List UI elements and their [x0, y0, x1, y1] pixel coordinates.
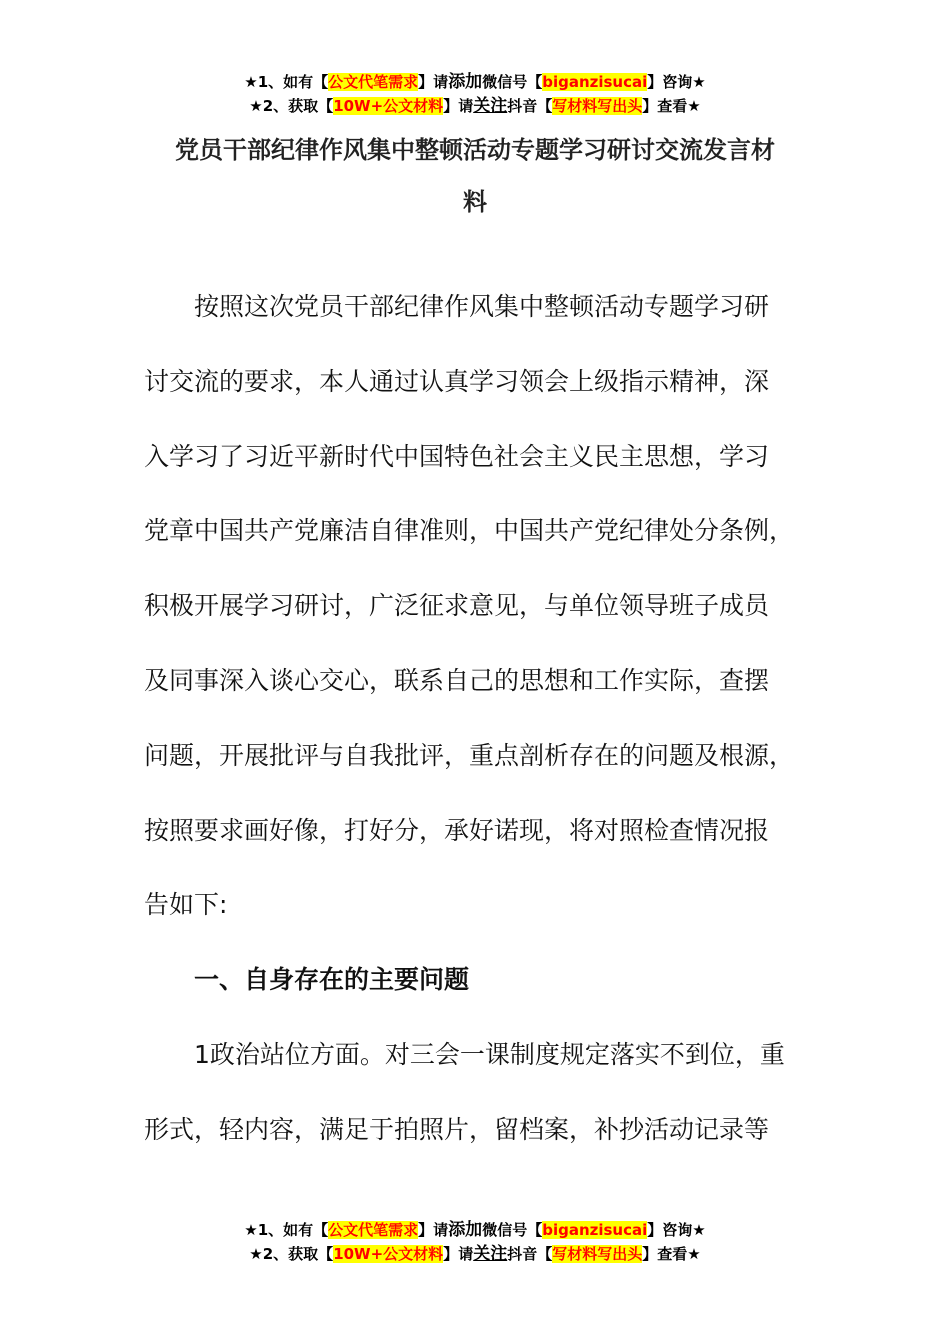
- highlight-materials: 10W+公文材料: [333, 1245, 444, 1263]
- paragraph-line: 形式，轻内容，满足于拍照片，留档案，补抄活动记录等: [144, 1114, 770, 1144]
- banner-text: 】查看★: [642, 1245, 701, 1263]
- section-heading: 一、自身存在的主要问题: [194, 965, 470, 995]
- paragraph-line: 按照这次党员干部纪律作风集中整顿活动专题学习研: [194, 292, 770, 321]
- banner-text: 】查看★: [642, 97, 701, 115]
- document-body: [144, 270, 814, 1168]
- highlight-wechat-id: biganzisucai: [542, 73, 648, 91]
- paragraph-line: 入学习了习近平新时代中国特色社会主义民主思想，学习: [144, 441, 770, 471]
- banner-emphasis: 添加: [448, 72, 483, 92]
- highlight-service: 公文代笔需求: [328, 1221, 419, 1239]
- title-line-2: 料: [463, 188, 487, 216]
- paragraph-line: 告如下:: [144, 890, 228, 920]
- highlight-wechat-id: biganzisucai: [542, 1221, 648, 1239]
- banner-text: 】请: [418, 1221, 449, 1239]
- highlight-douyin-account: 写材料写出头: [552, 1245, 643, 1263]
- banner-text: 】请: [443, 97, 474, 115]
- document-title: [140, 124, 810, 228]
- banner-text: 】请: [443, 1245, 474, 1263]
- banner-emphasis: 关注: [473, 1244, 508, 1264]
- bottom-banner: [0, 1218, 950, 1266]
- top-banner: [0, 70, 950, 118]
- paragraph-line: 党章中国共产党廉洁自律准则，中国共产党纪律处分条例，: [144, 516, 795, 546]
- banner-text: 】咨询★: [647, 73, 706, 91]
- paragraph-line: 按照要求画好像，打好分，承好诺现，将对照检查情况报: [144, 815, 770, 845]
- banner-text: 微信号【: [482, 73, 543, 91]
- banner-text: 微信号【: [482, 1221, 543, 1239]
- banner-text: ★1、如有【: [244, 73, 329, 91]
- paragraph-line: 讨交流的要求，本人通过认真学习领会上级指示精神，深: [144, 366, 770, 396]
- banner-text: ★1、如有【: [244, 1221, 329, 1239]
- paragraph-line: 积极开展学习研讨，广泛征求意见，与单位领导班子成员: [144, 591, 770, 621]
- banner-line-2: [0, 94, 950, 118]
- banner-text: 抖音【: [507, 1245, 553, 1263]
- paragraph-line: 问题，开展批评与自我批评，重点剖析存在的问题及根源，: [144, 740, 795, 770]
- highlight-materials: 10W+公文材料: [333, 97, 444, 115]
- banner-emphasis: 添加: [448, 1220, 483, 1240]
- banner-text: 】咨询★: [647, 1221, 706, 1239]
- banner-line-2: [0, 1242, 950, 1266]
- banner-text: 抖音【: [507, 97, 553, 115]
- banner-text: ★2、获取【: [249, 97, 334, 115]
- highlight-service: 公文代笔需求: [328, 73, 419, 91]
- highlight-douyin-account: 写材料写出头: [552, 97, 643, 115]
- paragraph-line: 1政治站位方面。对三会一课制度规定落实不到位，重: [194, 1039, 785, 1069]
- banner-text: ★2、获取【: [249, 1245, 334, 1263]
- banner-line-1: [0, 1218, 950, 1242]
- banner-line-1: [0, 70, 950, 94]
- paragraph-line: 及同事深入谈心交心，联系自己的思想和工作实际，查摆: [144, 665, 770, 695]
- banner-text: 】请: [418, 73, 449, 91]
- title-line-1: 党员干部纪律作风集中整顿活动专题学习研讨交流发言材: [175, 136, 775, 164]
- banner-emphasis: 关注: [473, 96, 508, 116]
